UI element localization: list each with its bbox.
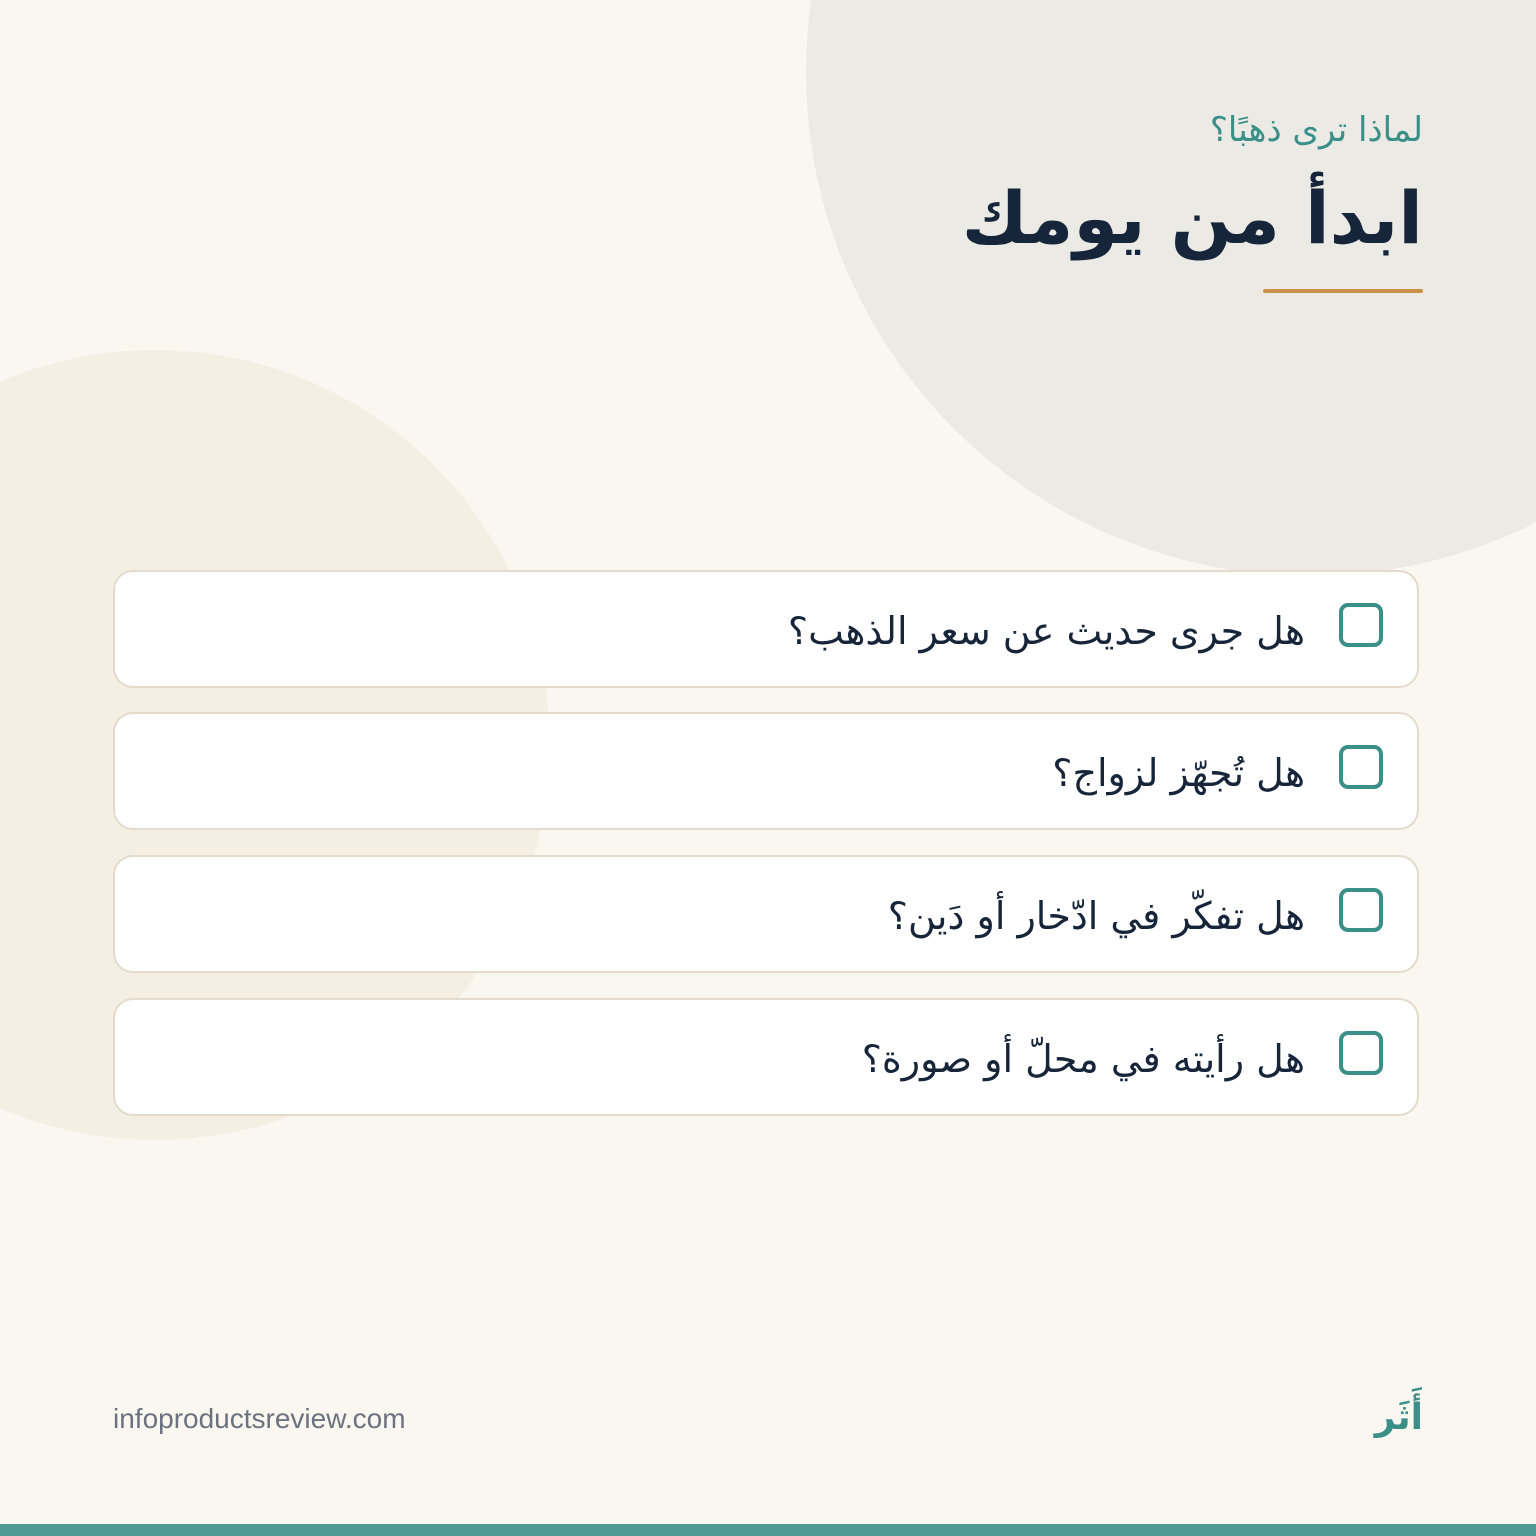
checklist-item-label-3: هل تفكّر في ادّخار أو دَين؟ bbox=[887, 894, 1305, 938]
checklist-item-2[interactable] bbox=[113, 712, 1419, 830]
checkbox-2[interactable] bbox=[1339, 745, 1383, 789]
checklist-item-label-1: هل جرى حديث عن سعر الذهب؟ bbox=[787, 609, 1305, 653]
website-url: infoproductsreview.com bbox=[113, 1403, 406, 1434]
checklist-item-label-4: هل رأيته في محلّ أو صورة؟ bbox=[861, 1037, 1305, 1081]
checklist-item-3[interactable] bbox=[113, 855, 1419, 973]
background-circle-top-right bbox=[806, 0, 1536, 576]
eyebrow-text: لماذا ترى ذهبًا؟ bbox=[1209, 110, 1423, 150]
bottom-accent-bar bbox=[0, 1524, 1536, 1536]
checkbox-3[interactable] bbox=[1339, 888, 1383, 932]
checklist-item-label-2: هل تُجهّز لزواج؟ bbox=[1052, 751, 1305, 795]
page-title: ابدأ من يومك bbox=[961, 176, 1423, 260]
checkbox-1[interactable] bbox=[1339, 603, 1383, 647]
brand-logo: أَثَر bbox=[1374, 1397, 1423, 1438]
checklist-item-1[interactable] bbox=[113, 570, 1419, 688]
title-underline bbox=[1263, 289, 1423, 293]
checkbox-4[interactable] bbox=[1339, 1031, 1383, 1075]
checklist-item-4[interactable] bbox=[113, 998, 1419, 1116]
